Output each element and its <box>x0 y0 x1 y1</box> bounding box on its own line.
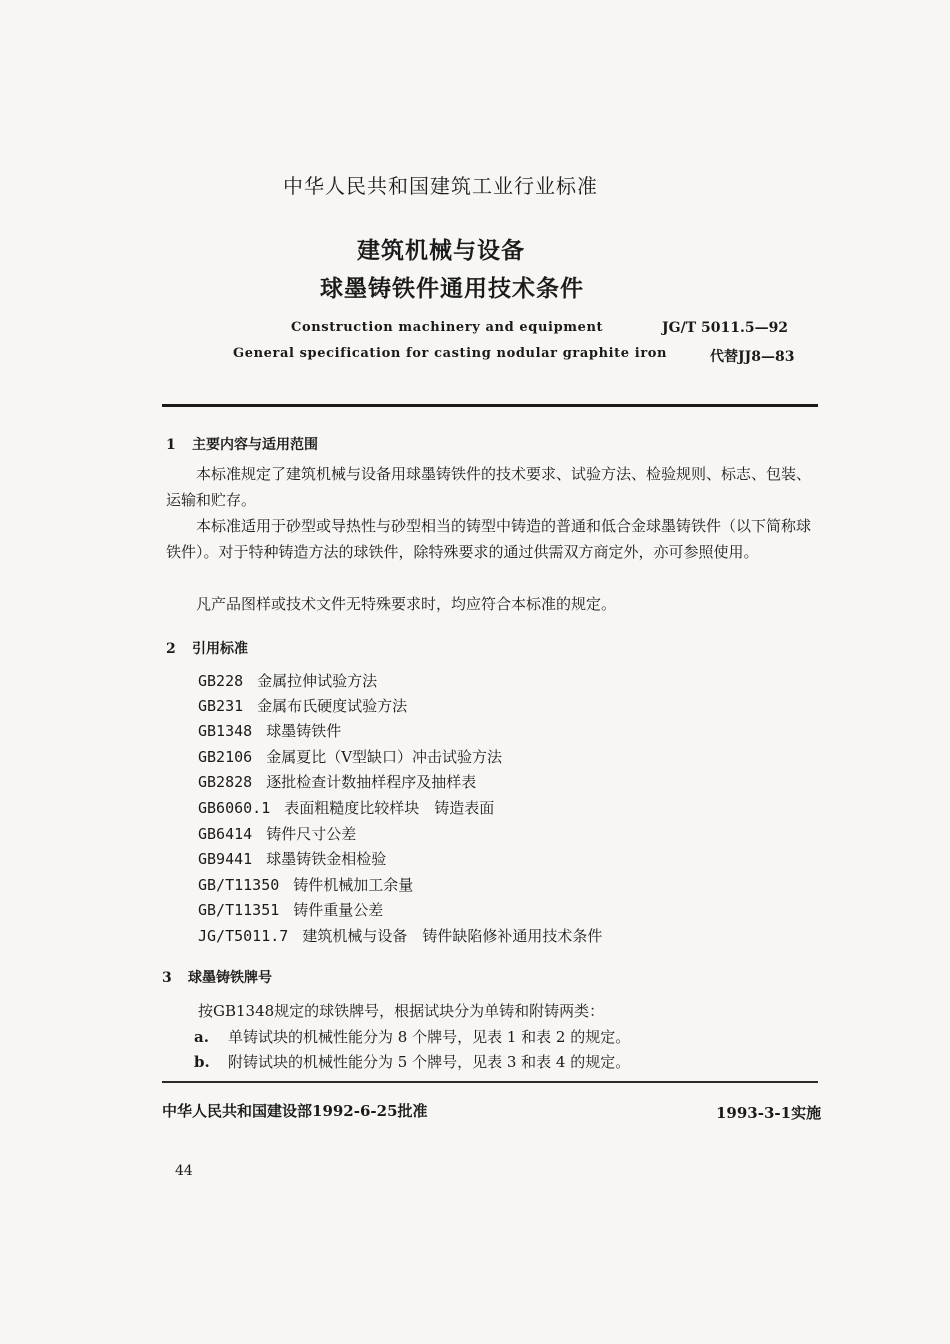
title-line-1: 建筑机械与设备 <box>357 237 525 264</box>
reference-title: 球墨铸铁件 <box>266 722 342 740</box>
reference-item <box>198 925 602 946</box>
reference-code: GB2106 <box>198 748 253 766</box>
section-title: 引用标准 <box>192 641 248 657</box>
reference-item <box>198 720 341 741</box>
header-divider <box>162 404 818 407</box>
list-text: 附铸试块的机械性能分为 5 个牌号，见表 3 和表 4 的规定。 <box>228 1053 631 1071</box>
effective-date: 1993-3-1实施 <box>716 1104 822 1122</box>
reference-item <box>198 874 413 895</box>
section-1-paragraph: 本标准规定了建筑机械与设备用球墨铸铁件的技术要求、试验方法、检验规则、标志、包装、运输和贮存。 <box>166 465 812 509</box>
section-number: 1 <box>166 437 176 453</box>
reference-code: GB1348 <box>198 722 253 740</box>
reference-title: 逐批检查计数抽样程序及抽样表 <box>266 773 477 791</box>
list-item <box>194 1051 630 1072</box>
reference-item <box>198 899 383 920</box>
section-3-heading <box>162 967 272 987</box>
reference-code: GB9441 <box>198 850 253 868</box>
standard-category: 中华人民共和国建筑工业行业标准 <box>283 174 598 198</box>
section-number: 2 <box>166 641 176 657</box>
reference-item <box>198 797 494 818</box>
reference-code: GB228 <box>198 672 244 690</box>
reference-title: 建筑机械与设备 铸件缺陷修补通用技术条件 <box>302 927 603 945</box>
reference-code: GB2828 <box>198 773 253 791</box>
reference-code: GB/T11351 <box>198 901 280 919</box>
replaces-code: 代替JJ8—83 <box>710 349 795 365</box>
approval-line: 中华人民共和国建设部1992-6-25批准 <box>162 1102 428 1120</box>
reference-code: GB231 <box>198 697 244 715</box>
list-marker: b. <box>194 1053 210 1071</box>
section-1-heading <box>166 434 318 454</box>
section-number: 3 <box>162 970 172 986</box>
reference-code: JG/T5011.7 <box>198 927 289 945</box>
reference-code: GB6414 <box>198 825 253 843</box>
list-marker: a. <box>194 1028 209 1046</box>
reference-item <box>198 848 386 869</box>
reference-code: GB6060.1 <box>198 799 271 817</box>
section-title: 球墨铸铁牌号 <box>188 970 272 986</box>
list-item <box>194 1026 630 1047</box>
section-title: 主要内容与适用范围 <box>192 437 318 453</box>
footer-divider <box>162 1081 818 1083</box>
title-line-2: 球墨铸铁件通用技术条件 <box>320 275 584 302</box>
reference-title: 金属夏比（V型缺口）冲击试验方法 <box>266 748 503 766</box>
english-title-line-1: Construction machinery and equipment <box>291 320 604 335</box>
reference-title: 铸件重量公差 <box>293 901 384 919</box>
list-text: 单铸试块的机械性能分为 8 个牌号，见表 1 和表 2 的规定。 <box>228 1028 631 1046</box>
reference-item <box>198 746 502 767</box>
reference-item <box>198 670 377 691</box>
reference-title: 铸件尺寸公差 <box>266 825 357 843</box>
page-number: 44 <box>175 1163 193 1179</box>
english-title-line-2: General specification for casting nodular graphite iron <box>233 346 668 361</box>
reference-item <box>198 695 407 716</box>
section-2-heading <box>166 638 248 658</box>
reference-item <box>198 771 476 792</box>
reference-title: 金属布氏硬度试验方法 <box>257 697 408 715</box>
standard-code: JG/T 5011.5—92 <box>662 320 789 336</box>
reference-code: GB/T11350 <box>198 876 280 894</box>
reference-title: 球墨铸铁金相检验 <box>266 850 387 868</box>
section-1-paragraph: 凡产品图样或技术文件无特殊要求时，均应符合本标准的规定。 <box>196 595 617 613</box>
reference-item <box>198 823 356 844</box>
reference-title: 金属拉伸试验方法 <box>257 672 378 690</box>
section-1-paragraph: 本标准适用于砂型或导热性与砂型相当的铸型中铸造的普通和低合金球墨铸铁件（以下简称球铁件）。对于特种铸造方法的球铁件，除特殊要求的通过供需双方商定外，亦可参照使用。 <box>166 517 812 561</box>
section-3-intro: 按GB1348规定的球铁牌号，根据试块分为单铸和附铸两类： <box>198 1002 605 1020</box>
reference-title: 表面粗糙度比较样块 铸造表面 <box>284 799 495 817</box>
reference-title: 铸件机械加工余量 <box>293 876 414 894</box>
